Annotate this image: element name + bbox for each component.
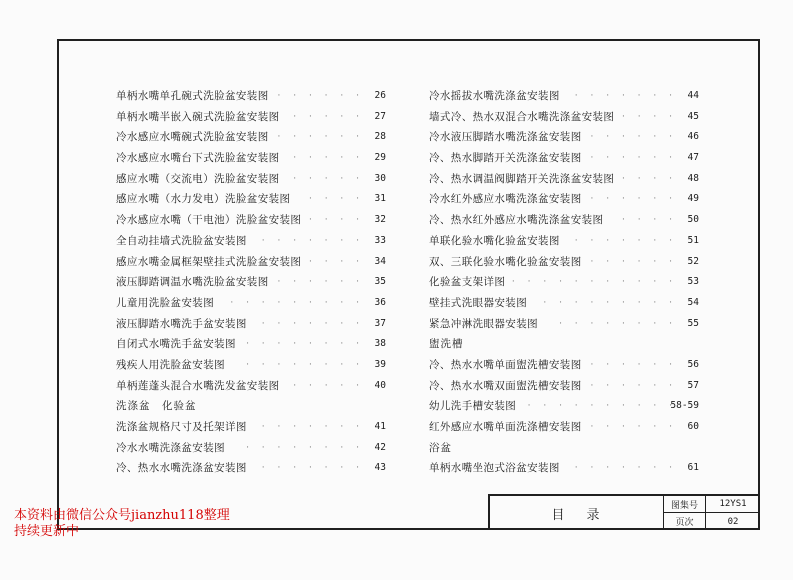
toc-entry-title: 自闭式水嘴洗手盆安装图 (116, 338, 236, 351)
page-number-value: 02 (727, 516, 739, 527)
toc-entry-title: 液压脚踏水嘴洗手盆安装图 (116, 317, 247, 330)
toc-entry-page: 52 (687, 255, 699, 267)
toc-entry-title: 单柄水嘴坐泡式浴盆安装图 (429, 462, 560, 475)
toc-entry-title: 感应水嘴（水力发电）洗脸盆安装图 (116, 193, 291, 206)
watermark (14, 508, 230, 540)
toc-entry-page: 34 (374, 255, 386, 267)
toc-entry-page: 44 (687, 90, 699, 101)
toc-entry-title: 感应水嘴（交流电）洗脸盆安装图 (116, 172, 280, 185)
toc-entry (116, 317, 386, 338)
toc-leader-dots: · · · · (621, 173, 677, 184)
toc-entry (429, 213, 699, 234)
toc-entry (429, 234, 699, 255)
toc-entry-title: 紧急冲淋洗眼器安装图 (429, 317, 538, 330)
toc-entry (116, 130, 386, 151)
page-number-label: 页次 (664, 513, 706, 530)
toc-entry (116, 337, 386, 358)
toc-entry-page: 42 (374, 441, 386, 453)
toc-entry (429, 172, 699, 193)
toc-leader-dots: · · · · · · · · · (230, 297, 364, 308)
toc-entry (429, 130, 699, 151)
toc-entry-title: 单柄水嘴单孔碗式洗脸盆安装图 (116, 90, 269, 102)
toc-entry-title: 冷、热水红外感应水嘴洗涤盆安装图 (429, 214, 604, 227)
toc-entry-title: 冷水感应水嘴碗式洗脸盆安装图 (116, 131, 269, 144)
toc-entry-page: 36 (374, 296, 386, 308)
toc-leader-dots: · · · · · · (590, 422, 677, 432)
toc-entry (116, 441, 386, 462)
toc-section-heading (429, 337, 699, 358)
toc-entry-page: 53 (687, 276, 699, 288)
toc-leader-dots: · · · · · (293, 380, 364, 391)
toc-entry (429, 192, 699, 213)
toc-entry-title: 残疾人用洗脸盆安装图 (116, 358, 225, 371)
toc-leader-dots: · · · · · · · · (559, 318, 677, 329)
toc-entry-page: 35 (374, 276, 386, 288)
toc-entry-page: 55 (687, 317, 699, 329)
toc-entry (116, 234, 386, 255)
toc-entry-title: 单柄水嘴半嵌入碗式洗脸盆安装图 (116, 110, 280, 123)
toc-entry-page: 30 (374, 172, 386, 184)
atlas-number-label: 图集号 (664, 496, 706, 513)
toc-entry-page: 37 (374, 317, 386, 329)
toc-leader-dots: · · · · · · · (261, 422, 364, 432)
toc-leader-dots: · · · · · (293, 153, 364, 164)
toc-leader-dots: · · · · · · · · · (543, 297, 677, 308)
toc-entry-title: 全自动挂墙式洗脸盆安装图 (116, 234, 247, 247)
toc-entry-page: 61 (687, 462, 699, 474)
toc-leader-dots: · · · · · (293, 111, 364, 122)
sheet-title: 目录 (490, 496, 664, 530)
toc-entry (116, 296, 386, 317)
toc-entry-title: 墙式冷、热水双混合水嘴洗涤盆安装图 (429, 110, 615, 123)
atlas-number-value: 12YS1 (706, 496, 760, 513)
toc-leader-dots: · · · · · · (277, 91, 364, 101)
toc-entry-title: 冷水液压脚踏水嘴洗涤盆安装图 (429, 131, 582, 144)
toc-entry-page: 27 (374, 110, 386, 122)
toc-leader-dots: · · · · · · · (574, 91, 677, 101)
toc-leader-dots: · · · · (621, 215, 677, 226)
toc-entry (429, 275, 699, 296)
toc-entry-page: 40 (374, 379, 386, 391)
toc-entry-title: 红外感应水嘴单面洗涤槽安装图 (429, 421, 582, 433)
toc-entry-page: 54 (687, 296, 699, 308)
toc-entry-title: 盥洗槽 (429, 338, 464, 351)
toc-leader-dots: · · · · · (293, 173, 364, 184)
toc-entry-page: 60 (687, 421, 699, 432)
toc-leader-dots: · · · · · · · · (246, 339, 364, 350)
toc-entry-title: 单联化验水嘴化验盆安装图 (429, 234, 560, 247)
toc-entry (429, 89, 699, 110)
toc-entry-page: 29 (374, 152, 386, 164)
toc-leader-dots: · · · · · · · (261, 318, 364, 329)
toc-entry-page: 39 (374, 358, 386, 370)
toc-leader-dots: · · · · · · (277, 277, 364, 288)
toc-entry (116, 192, 386, 213)
toc-leader-dots: · · · · · · · · · · (527, 401, 677, 412)
toc-entry-title: 单柄莲蓬头混合水嘴洗发盆安装图 (116, 379, 280, 392)
toc-entry (429, 358, 699, 379)
toc-entry-page: 56 (687, 358, 699, 370)
toc-entry-page: 26 (374, 90, 386, 101)
toc-entry (116, 213, 386, 234)
toc-entry-page: 47 (687, 152, 699, 164)
watermark-line-2: 持续更新中 (14, 524, 80, 539)
toc-entry (429, 399, 699, 420)
toc-leader-dots: · · · · · · (590, 194, 677, 205)
toc-entry (116, 110, 386, 131)
toc-entry-title: 洗涤盆规格尺寸及托架详图 (116, 421, 247, 433)
toc-entry-title: 冷水感应水嘴台下式洗脸盆安装图 (116, 152, 280, 165)
toc-entry-title: 冷水红外感应水嘴洗涤盆安装图 (429, 193, 582, 206)
title-block (488, 494, 760, 530)
toc-entry-title: 壁挂式洗眼器安装图 (429, 296, 528, 309)
toc-entry (429, 461, 699, 482)
toc-leader-dots: · · · · · · (590, 132, 677, 143)
toc-entry-title: 冷、热水水嘴洗涤盆安装图 (116, 462, 247, 475)
toc-leader-dots: · · · · · · (590, 359, 677, 370)
toc-entry (429, 317, 699, 338)
toc-entry (116, 172, 386, 193)
toc-entry-title: 液压脚踏调温水嘴洗脸盆安装图 (116, 276, 269, 289)
toc-entry (116, 89, 386, 110)
toc-entry (116, 420, 386, 441)
toc-leader-dots: · · · · · · (277, 132, 364, 143)
toc-entry-title: 冷水摇拔水嘴洗涤盆安装图 (429, 90, 560, 102)
toc-entry-page: 38 (374, 338, 386, 350)
toc-entry-page: 31 (374, 193, 386, 205)
toc-entry (429, 151, 699, 172)
toc-entry (116, 379, 386, 400)
toc-entry-title: 感应水嘴金属框架壁挂式洗脸盆安装图 (116, 255, 302, 268)
toc-entry-title: 洗涤盆 化验盆 (116, 400, 197, 413)
toc-entry-title: 冷水水嘴洗涤盆安装图 (116, 441, 225, 454)
toc-entry-title: 冷、热水水嘴双面盥洗槽安装图 (429, 379, 582, 392)
toc-entry-page: 45 (687, 110, 699, 122)
toc-entry-page: 33 (374, 234, 386, 246)
toc-entry-title: 化验盆支架详图 (429, 276, 506, 289)
toc-entry-title: 浴盆 (429, 441, 452, 454)
toc-entry-page: 32 (374, 214, 386, 226)
toc-leader-dots: · · · · · · · (261, 463, 364, 474)
toc-entry-page: 49 (687, 193, 699, 205)
toc-entry-page: 51 (687, 234, 699, 246)
toc-leader-dots: · · · · · · · (261, 235, 364, 246)
toc-left-column (116, 89, 386, 482)
toc-entry-title: 儿童用洗脸盆安装图 (116, 296, 215, 309)
toc-leader-dots: · · · · (308, 215, 364, 226)
watermark-line-1: 本资料由微信公众号jianzhu118整理 (14, 508, 230, 523)
toc-entry (116, 461, 386, 482)
toc-entry-page: 28 (374, 131, 386, 143)
toc-leader-dots: · · · · · · (590, 153, 677, 164)
toc-entry-page: 43 (374, 462, 386, 474)
toc-entry (429, 110, 699, 131)
toc-entry-title: 冷、热水水嘴单面盥洗槽安装图 (429, 358, 582, 371)
toc-right-column (429, 89, 699, 482)
toc-entry-page: 46 (687, 131, 699, 143)
toc-entry-page: 50 (687, 214, 699, 226)
toc-leader-dots: · · · · (621, 111, 677, 122)
toc-entry (116, 151, 386, 172)
toc-entry (429, 420, 699, 441)
toc-leader-dots: · · · · · · · · (246, 359, 364, 370)
toc-leader-dots: · · · · · · · · (246, 442, 364, 453)
toc-leader-dots: · · · · · · · (574, 463, 677, 474)
toc-entry (116, 255, 386, 276)
toc-leader-dots: · · · · (308, 194, 364, 205)
toc-leader-dots: · · · · (308, 256, 364, 267)
toc-leader-dots: · · · · · · (590, 256, 677, 267)
toc-section-heading (116, 399, 386, 420)
toc-entry (429, 296, 699, 317)
toc-entry-page: 41 (374, 421, 386, 432)
toc-entry (429, 255, 699, 276)
toc-entry-page: 58-59 (670, 400, 699, 412)
toc-entry-page: 48 (687, 172, 699, 184)
toc-entry (116, 358, 386, 379)
toc-entry-title: 冷水感应水嘴（干电池）洗脸盆安装图 (116, 214, 302, 227)
toc-leader-dots: · · · · · · · · · · · (511, 277, 677, 288)
toc-leader-dots: · · · · · · (590, 380, 677, 391)
toc-entry (116, 275, 386, 296)
toc-entry-page: 57 (687, 379, 699, 391)
toc-entry (429, 379, 699, 400)
toc-entry-title: 双、三联化验水嘴化验盆安装图 (429, 255, 582, 268)
toc-entry-title: 冷、热水脚踏开关洗涤盆安装图 (429, 152, 582, 165)
toc-leader-dots: · · · · · · · (574, 235, 677, 246)
toc-entry-title: 幼儿洗手槽安装图 (429, 400, 517, 413)
toc-entry-title: 冷、热水调温阀脚踏开关洗涤盆安装图 (429, 172, 615, 185)
toc-section-heading (429, 441, 699, 462)
